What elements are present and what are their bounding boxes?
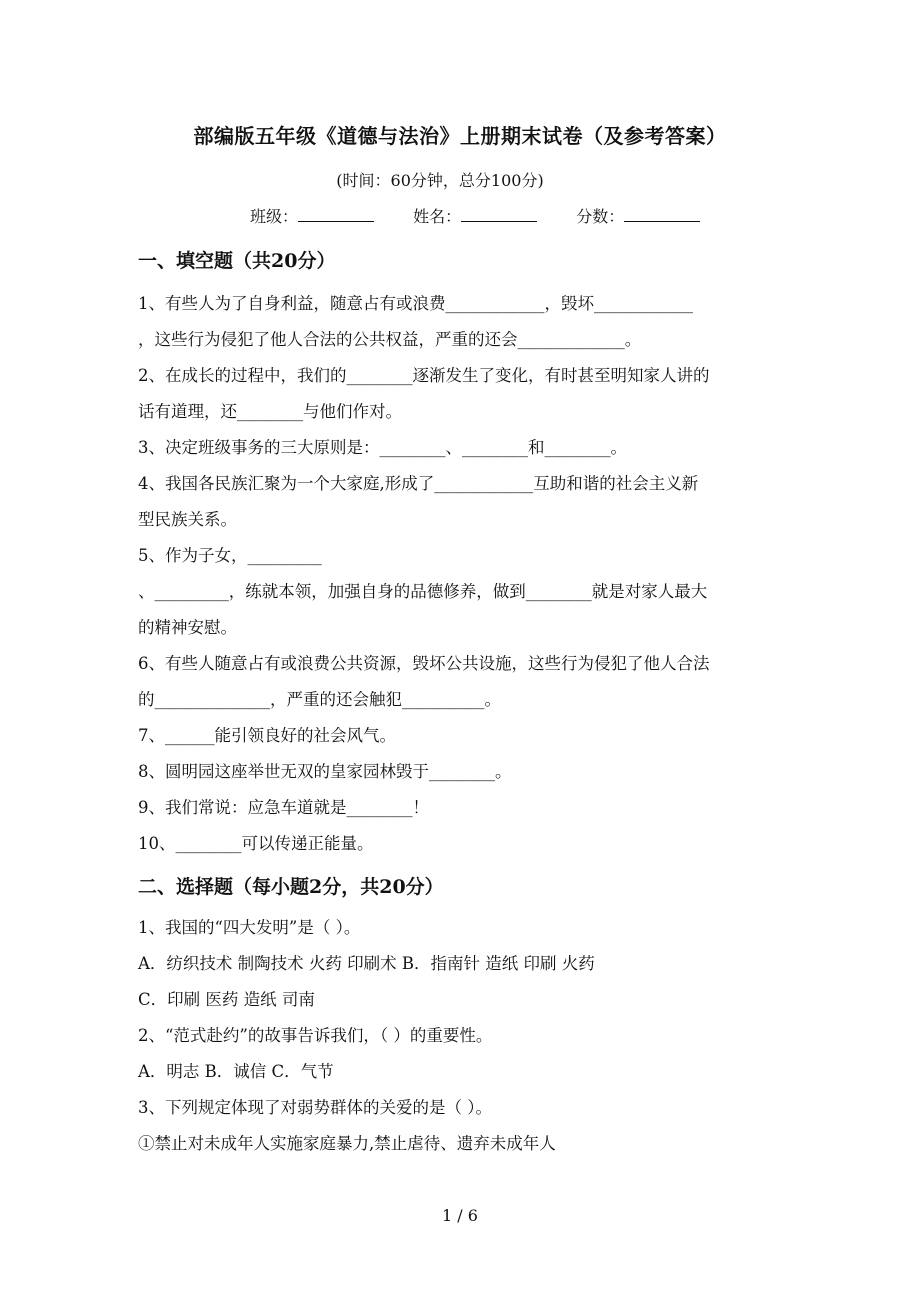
question-line: 1、我国的“四大发明”是（ ）。 [138,918,361,937]
class-field [250,204,374,227]
question-line: 9、我们常说：应急车道就是________！ [138,798,429,817]
name-label: 姓名： [413,207,462,226]
section-heading-multiple-choice: 二、选择题（每小题2分，共20分） [138,876,444,898]
question-line: 5、作为子女，_________ [138,546,322,565]
question-line: 、_________，练就本领，加强自身的品德修养，做到________就是对家人最大 [138,582,708,601]
question-line: 8、圆明园这座举世无双的皇家园林毁于________。 [138,762,512,781]
option-line: ①禁止对未成年人实施家庭暴力,禁止虐待、遗弃未成年人 [138,1134,556,1153]
exam-time-note: (时间：60分钟，总分100分) [336,171,544,190]
question-line: 7、______能引领良好的社会风气。 [138,726,396,745]
question-line: 2、“范式赴约”的故事告诉我们，（ ）的重要性。 [138,1026,493,1045]
option-line: C．印刷 医药 造纸 司南 [138,990,315,1009]
question-line: 2、在成长的过程中，我们的________逐渐发生了变化，有时甚至明知家人讲的 [138,366,710,385]
question-line: 1、有些人为了自身利益，随意占有或浪费____________，毁坏____________ [138,294,693,313]
question-line: 3、下列规定体现了对弱势群体的关爱的是（ ）。 [138,1098,492,1117]
class-label: 班级： [250,207,299,226]
option-line: A．纺织技术 制陶技术 火药 印刷术 B．指南针 造纸 印刷 火药 [138,954,595,973]
question-line: 3、决定班级事务的三大原则是：________、________和________。 [138,438,627,457]
section-heading-fill-in: 一、填空题（共20分） [138,250,336,272]
question-line: 6、有些人随意占有或浪费公共资源，毁坏公共设施，这些行为侵犯了他人合法 [138,654,710,673]
score-label: 分数： [576,207,625,226]
question-line: 4、我国各民族汇聚为一个大家庭,形成了____________互助和谐的社会主义新 [138,474,699,493]
class-blank [298,207,374,222]
question-line: 的精神安慰。 [138,618,237,637]
question-line: 型民族关系。 [138,510,237,529]
score-blank [624,207,700,222]
question-line: ，这些行为侵犯了他人合法的公共权益，严重的还会_____________。 [138,330,642,349]
page-title: 部编版五年级《道德与法治》上册期末试卷（及参考答案） [193,124,727,148]
name-blank [461,207,537,222]
question-line: 10、________可以传递正能量。 [138,834,374,853]
option-line: A．明志 B．诚信 C．气节 [138,1062,334,1081]
student-info-row [250,204,734,227]
question-line: 话有道理，还________与他们作对。 [138,402,402,421]
score-field [576,204,700,227]
page-number: 1 / 6 [442,1206,478,1225]
name-field [413,204,537,227]
question-line: 的______________，严重的还会触犯__________。 [138,690,501,709]
